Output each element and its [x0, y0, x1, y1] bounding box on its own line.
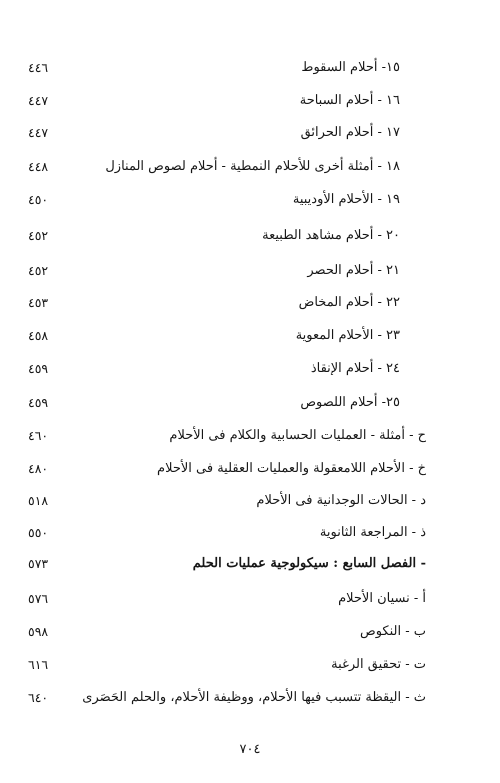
- toc-entry-burglar-dreams: [28, 391, 426, 415]
- toc-entry-page: ٦٤٠: [28, 690, 49, 705]
- toc-entry-page: ٤٥٠: [28, 192, 49, 207]
- toc-entry-affects-in-dreams: [28, 489, 426, 513]
- toc-entry-page: ٦١٦: [28, 657, 49, 672]
- toc-entry-title: خ - الأحلام اللامعقولة والعمليات العقلية فى الأحلام: [157, 461, 426, 476]
- toc-entry-fire-dreams: [28, 121, 426, 145]
- toc-entry-regression: [28, 620, 426, 644]
- toc-entry-arousal-by-dreams: [28, 686, 426, 710]
- toc-entry-title: ١٨ - أمثلة أخرى للأحلام النمطية - أحلام لصوص المنازل: [105, 159, 400, 174]
- toc-entry-intestinal-dreams: [28, 324, 426, 348]
- toc-entry-oedipal-dreams: [28, 188, 426, 212]
- toc-entry-birth-dreams: [28, 291, 426, 315]
- toc-entry-arithmetic-speech: [28, 424, 426, 448]
- toc-entry-page: ٤٥٩: [28, 395, 49, 410]
- toc-entry-title: ٢٠ - أحلام مشاهد الطبيعة: [262, 228, 400, 243]
- toc-entry-forgetting-dreams: [28, 587, 426, 611]
- toc-entry-title: ١٧ - أحلام الحرائق: [300, 125, 400, 140]
- toc-entry-title: ت - تحقيق الرغبة: [331, 657, 426, 672]
- toc-entry-page: ٤٤٨: [28, 159, 49, 174]
- page-number: ٧٠٤: [239, 742, 261, 757]
- toc-entry-page: ٤٥٩: [28, 361, 49, 376]
- toc-entry-title: أ - نسيان الأحلام: [338, 591, 426, 606]
- toc-entry-page: ٤٥٢: [28, 263, 49, 278]
- toc-entry-anxiety-dreams: [28, 259, 426, 283]
- toc-entry-swimming-dreams: [28, 89, 426, 113]
- toc-entry-title: ب - النكوص: [359, 624, 426, 639]
- toc-entry-title: ٢٣ - الأحلام المعوية: [295, 328, 400, 343]
- toc-entry-falling-dreams: [28, 56, 426, 80]
- toc-entry-page: ٤٤٧: [28, 125, 49, 140]
- toc-entry-title: ٢٤ - أحلام الإنقاذ: [310, 361, 400, 376]
- toc-entry-landscape-dreams: [28, 224, 426, 248]
- toc-entry-page: ٥٥٠: [28, 525, 49, 540]
- toc-entry-page: ٤٥٨: [28, 328, 49, 343]
- toc-entry-page: ٤٤٧: [28, 93, 49, 108]
- toc-entry-rescue-dreams: [28, 357, 426, 381]
- toc-entry-wish-fulfilment: [28, 653, 426, 677]
- toc-entry-page: ٥١٨: [28, 493, 49, 508]
- toc-entry-title: ذ - المراجعة الثانوية: [319, 525, 426, 540]
- toc-entry-absurd-dreams: [28, 457, 426, 481]
- toc-chapter-seven: [28, 552, 426, 576]
- toc-entry-page: ٥٧٦: [28, 591, 49, 606]
- toc-entry-page: ٥٧٣: [28, 556, 49, 571]
- toc-entry-title: د - الحالات الوجدانية فى الأحلام: [256, 493, 426, 508]
- toc-entry-title: ١٩ - الأحلام الأوديبية: [292, 192, 400, 207]
- toc-entry-secondary-revision: [28, 521, 426, 545]
- toc-entry-title: ١٥- أحلام السقوط: [301, 60, 400, 75]
- toc-entry-page: ٤٦٠: [28, 428, 49, 443]
- toc-entry-page: ٤٤٦: [28, 60, 49, 75]
- toc-entry-title: ٢٢ - أحلام المخاض: [298, 295, 400, 310]
- toc-chapter-title: - الفصل السابع : سيكولوجية عمليات الحلم: [192, 556, 426, 571]
- toc-entry-typical-dreams: [28, 155, 426, 179]
- toc-entry-title: ٢٥- أحلام اللصوص: [300, 395, 400, 410]
- toc-entry-page: ٥٩٨: [28, 624, 49, 639]
- toc-entry-page: ٤٥٢: [28, 228, 49, 243]
- toc-entry-title: ح - أمثلة - العمليات الحسابية والكلام فى الأحلام: [169, 428, 426, 443]
- toc-entry-page: ٤٨٠: [28, 461, 49, 476]
- toc-entry-title: ١٦ - أحلام السباحة: [299, 93, 400, 108]
- toc-entry-title: ث - اليقظة تتسبب فيها الأحلام، ووظيفة الأحلام، والحلم الحَصَرى: [82, 690, 426, 705]
- toc-entry-page: ٤٥٣: [28, 295, 49, 310]
- toc-entry-title: ٢١ - أحلام الحصر: [307, 263, 400, 278]
